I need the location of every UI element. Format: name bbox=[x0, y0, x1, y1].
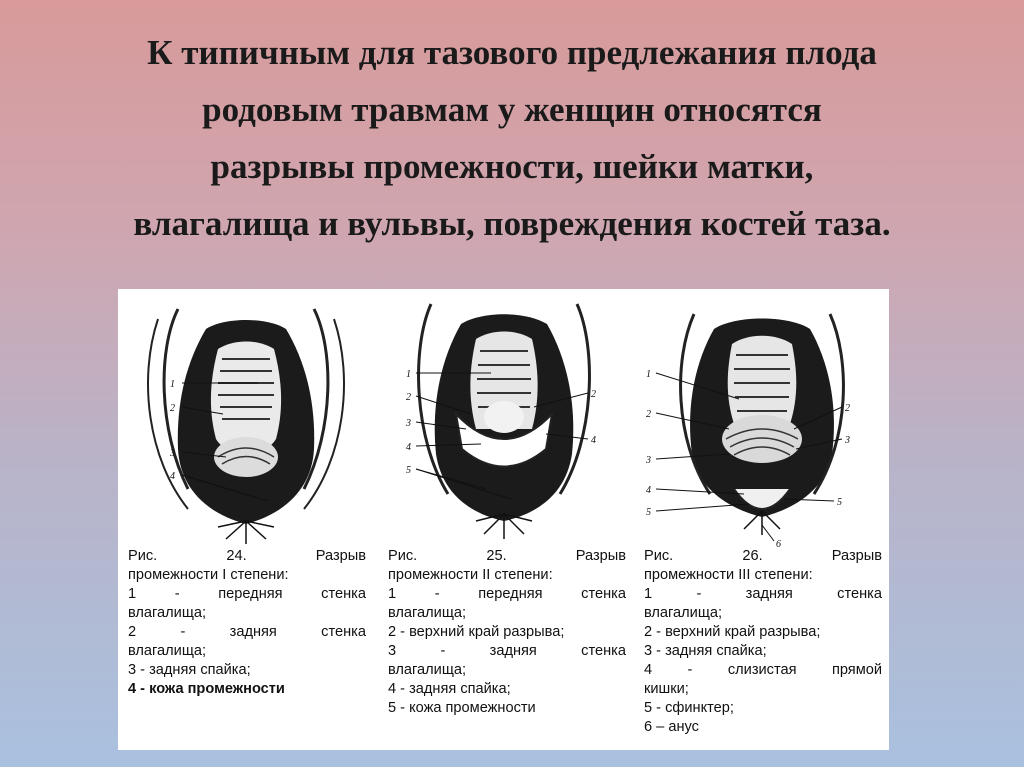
figure-label: 4 bbox=[646, 485, 651, 496]
caption-line: влагалища; bbox=[644, 605, 723, 621]
caption-line: Рис. 25. Разрыв bbox=[388, 548, 626, 564]
figure-label: 3 bbox=[406, 418, 411, 429]
caption-line: 3 - задняя спайка; bbox=[644, 643, 767, 659]
figure-label: 2 bbox=[591, 389, 596, 400]
figure-label: 5 bbox=[406, 465, 411, 476]
caption-line: промежности II степени: bbox=[388, 567, 553, 583]
caption-line: 2 - верхний край разрыва; bbox=[388, 624, 565, 640]
title-line: К типичным для тазового предлежания плода bbox=[147, 33, 877, 72]
caption-line: 4 - кожа промежности bbox=[128, 681, 285, 697]
figure-26 bbox=[634, 289, 889, 750]
figure-26-caption bbox=[644, 547, 882, 737]
caption-line: влагалища; bbox=[388, 662, 467, 678]
slide-title bbox=[40, 24, 984, 252]
figure-26-illustration bbox=[634, 289, 889, 549]
figure-24-caption bbox=[128, 547, 366, 699]
figure-label: 3 bbox=[170, 448, 175, 459]
caption-line: 6 – анус bbox=[644, 719, 699, 735]
caption-line: 2 - верхний край разрыва; bbox=[644, 624, 821, 640]
caption-line: 1 - передняя стенка bbox=[388, 586, 626, 602]
figure-label: 2 bbox=[845, 403, 850, 414]
title-line: родовым травмам у женщин относятся bbox=[202, 90, 822, 129]
figure-label: 3 bbox=[845, 435, 850, 446]
figure-label: 1 bbox=[406, 369, 411, 380]
caption-line: промежности III степени: bbox=[644, 567, 813, 583]
figure-panel bbox=[118, 289, 889, 750]
figure-label: 2 bbox=[406, 392, 411, 403]
caption-line: 4 - задняя спайка; bbox=[388, 681, 511, 697]
caption-line: 1 - передняя стенка bbox=[128, 586, 366, 602]
title-line: влагалища и вульвы, повреждения костей таза. bbox=[133, 204, 891, 243]
caption-line: промежности I степени: bbox=[128, 567, 289, 583]
figure-24-illustration bbox=[118, 289, 376, 549]
figure-label: 4 bbox=[406, 442, 411, 453]
figure-label: 6 bbox=[776, 539, 781, 549]
caption-line: влагалища; bbox=[388, 605, 467, 621]
figure-25-illustration bbox=[376, 289, 634, 549]
figure-25 bbox=[376, 289, 634, 750]
figure-label: 5 bbox=[837, 497, 842, 508]
figure-label: 1 bbox=[646, 369, 651, 380]
figure-24 bbox=[118, 289, 376, 750]
figure-25-caption bbox=[388, 547, 626, 718]
caption-line: 2 - задняя стенка bbox=[128, 624, 366, 640]
caption-line: Рис. 26. Разрыв bbox=[644, 548, 882, 564]
figure-label: 2 bbox=[170, 403, 175, 414]
caption-line: 3 - задняя спайка; bbox=[128, 662, 251, 678]
caption-line: 5 - сфинктер; bbox=[644, 700, 734, 716]
caption-line: 1 - задняя стенка bbox=[644, 586, 882, 602]
caption-line: 4 - слизистая прямой bbox=[644, 662, 882, 678]
caption-line: Рис. 24. Разрыв bbox=[128, 548, 366, 564]
caption-line: влагалища; bbox=[128, 643, 207, 659]
figure-label: 1 bbox=[170, 379, 175, 390]
figure-label: 5 bbox=[646, 507, 651, 518]
caption-line: кишки; bbox=[644, 681, 689, 697]
caption-line: влагалища; bbox=[128, 605, 207, 621]
figure-label: 3 bbox=[646, 455, 651, 466]
caption-line: 3 - задняя стенка bbox=[388, 643, 626, 659]
figure-label: 2 bbox=[646, 409, 651, 420]
figure-label: 4 bbox=[170, 471, 175, 482]
caption-line: 5 - кожа промежности bbox=[388, 700, 536, 716]
title-line: разрывы промежности, шейки матки, bbox=[210, 147, 814, 186]
figure-label: 4 bbox=[591, 435, 596, 446]
